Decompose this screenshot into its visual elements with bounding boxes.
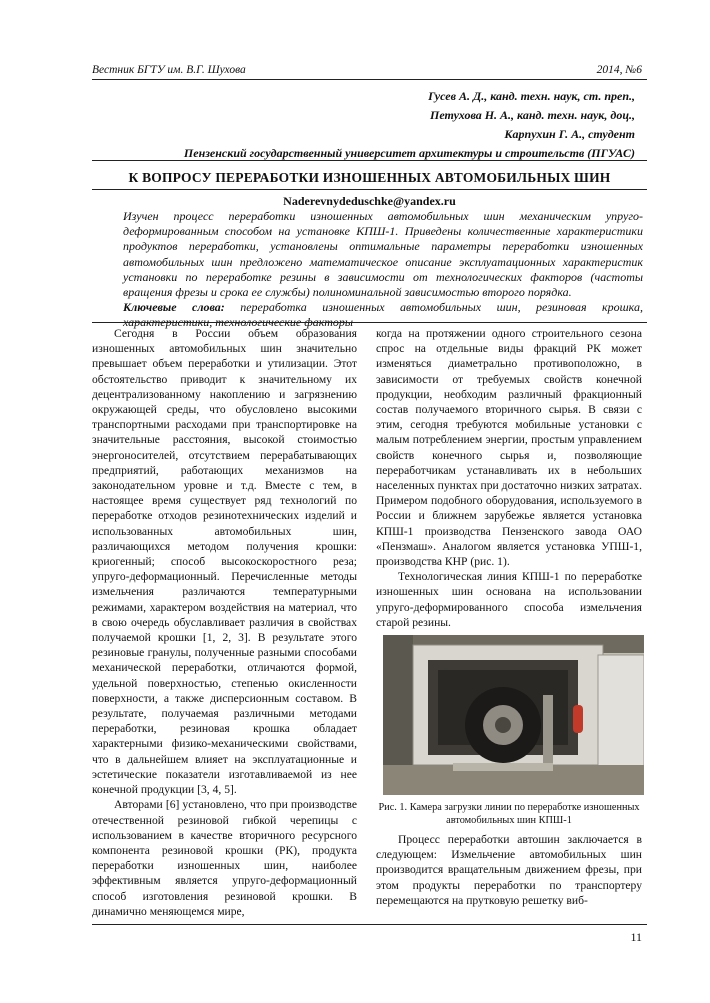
- figure-photo: [383, 635, 644, 795]
- title-rule-bottom: [92, 189, 647, 190]
- abstract-text: Изучен процесс переработки изношенных автомобильных шин механическим упруго-деформированным способом на установке КПШ-1. Приведены количественные характеристики продуктов переработки, установлены оптимальные параметры переработки изношенных автомобильных шин предложено математическое описание эксплуатационных характеристик установки по переработке резины в зависимости от технологических факторов (частоты вращения фрезы и срока ее службы) полиноминальной зависимостью второго порядка.: [123, 209, 643, 300]
- right-column-continued: [376, 832, 642, 908]
- abstract-rule: [92, 322, 647, 323]
- author-line: Петухова Н. А., канд. техн. наук, доц.,: [430, 108, 635, 122]
- issue-info: 2014, №6: [596, 64, 642, 76]
- header-rule: [92, 79, 647, 80]
- journal-name: Вестник БГТУ им. В.Г. Шухова: [92, 64, 246, 76]
- figure-caption: Рис. 1. Камера загрузки линии по переработке изношенных автомобильных шин КПШ-1: [378, 802, 640, 826]
- keywords-label: Ключевые слова:: [123, 300, 225, 315]
- right-column: [376, 326, 642, 630]
- affiliation: Пензенский государственный университет архитектуры и строительств (ПГУАС): [183, 146, 635, 160]
- paragraph: Технологическая линия КПШ-1 по переработке изношенных шин основана на использовании упруго-деформированного способа измельчения старой резины.: [376, 570, 642, 629]
- abstract: [123, 209, 643, 331]
- left-column: [92, 326, 357, 919]
- page-number: 11: [630, 930, 642, 944]
- article-title: К ВОПРОСУ ПЕРЕРАБОТКИ ИЗНОШЕННЫХ АВТОМОБИЛЬНЫХ ШИН: [128, 170, 611, 185]
- author-line: Гусев А. Д., канд. техн. наук, ст. преп.,: [428, 89, 635, 103]
- authors-block: [184, 87, 635, 163]
- paragraph: Процесс переработки автошин заключается в следующем: Измельчение автомобильных шин производится вращательным движением фрезы, при этом продукты переработки по транспортеру перемещаются на прутковую решетку виб-: [376, 833, 642, 907]
- machine-photo: [383, 635, 644, 795]
- author-email: Naderevnydeduschke@yandex.ru: [283, 194, 456, 208]
- keywords-text: переработка изношенных автомобильных шин, резиновая крошка, характеристики, технологические факторы: [123, 300, 643, 330]
- author-line: Карпухин Г. А., студент: [504, 127, 635, 141]
- paragraph: Сегодня в России объем образования изношенных автомобильных шин значительно превышает объем переработки и утилизации. Этот обстоятельство приводит к значительному их децентрализованному накоплению и загрязнению окружающей среды, что обусловлено высокими транспортными расходами при транспортировке на значительные расстояния, высокой стоимостью энергоносителей, отсутствием перерабатывающих предприятий, работающих механизмов на законодательном уровне и т.д. Вместе с тем, в настоящее время существует ряд технологий по переработке отходов резинотехнических изделий и использованных автомобильных шин, различающихся методом получения крошки: криогенный; способ высокоскоростного реза; упруго-деформационный. Перечисленные методы измельчения различаются температурными режимами, характером воздействия на материал, что в свою очередь обуславливает различия в свойствах получаемой крошки [1, 2, 3]. В результате этого резиновые гранулы, полученные разными способами механической переработки, отличаются формой, удельной поверхностью, степенью окисленности поверхности, а также дисперсионным составом. В результате, получаемая различными методами переработки, резиновая крошка обладает характерными физико-механическими свойствами, что в дальнейшем влияет на эксплуатационные и эстетические показатели изготавливаемой из нее конечной продукции [3, 4, 5].: [92, 327, 357, 797]
- paragraph: Авторами [6] установлено, что при производстве отечественной резиновой гибкой черепицы с использованием в качестве вторичного ресурсного компонента резиновой крошки (РК), продукта переработки изношенных шин, наиболее эффективным является упруго-деформационный способ изготовления резиновой крошки. В динамично меняющемся мире,: [92, 798, 357, 918]
- title-rule-top: [92, 160, 647, 161]
- footer-rule: [92, 924, 647, 925]
- paragraph: когда на протяжении одного строительного сезона спрос на отдельные виды фракций РК может изменяться диаметрально противоположно, в зависимости от требуемых свойств конечной продукции, необходим различный фракционный состав получаемого вторичного сырья. В связи с этим, сегодня требуются мобильные установки с малым потреблением энергии, простым управлением свойств конечного сырья и, позволяющие переработчикам устанавливать их в небольших населенных пунктах при достаточно низких затратах. Примером подобного оборудования, используемого в России и ближнем зарубежье является установка КПШ-1 производства Пензенского завода ОАО «Пензмаш». Аналогом является установка УПШ-1, производства КНР (рис. 1).: [376, 327, 642, 569]
